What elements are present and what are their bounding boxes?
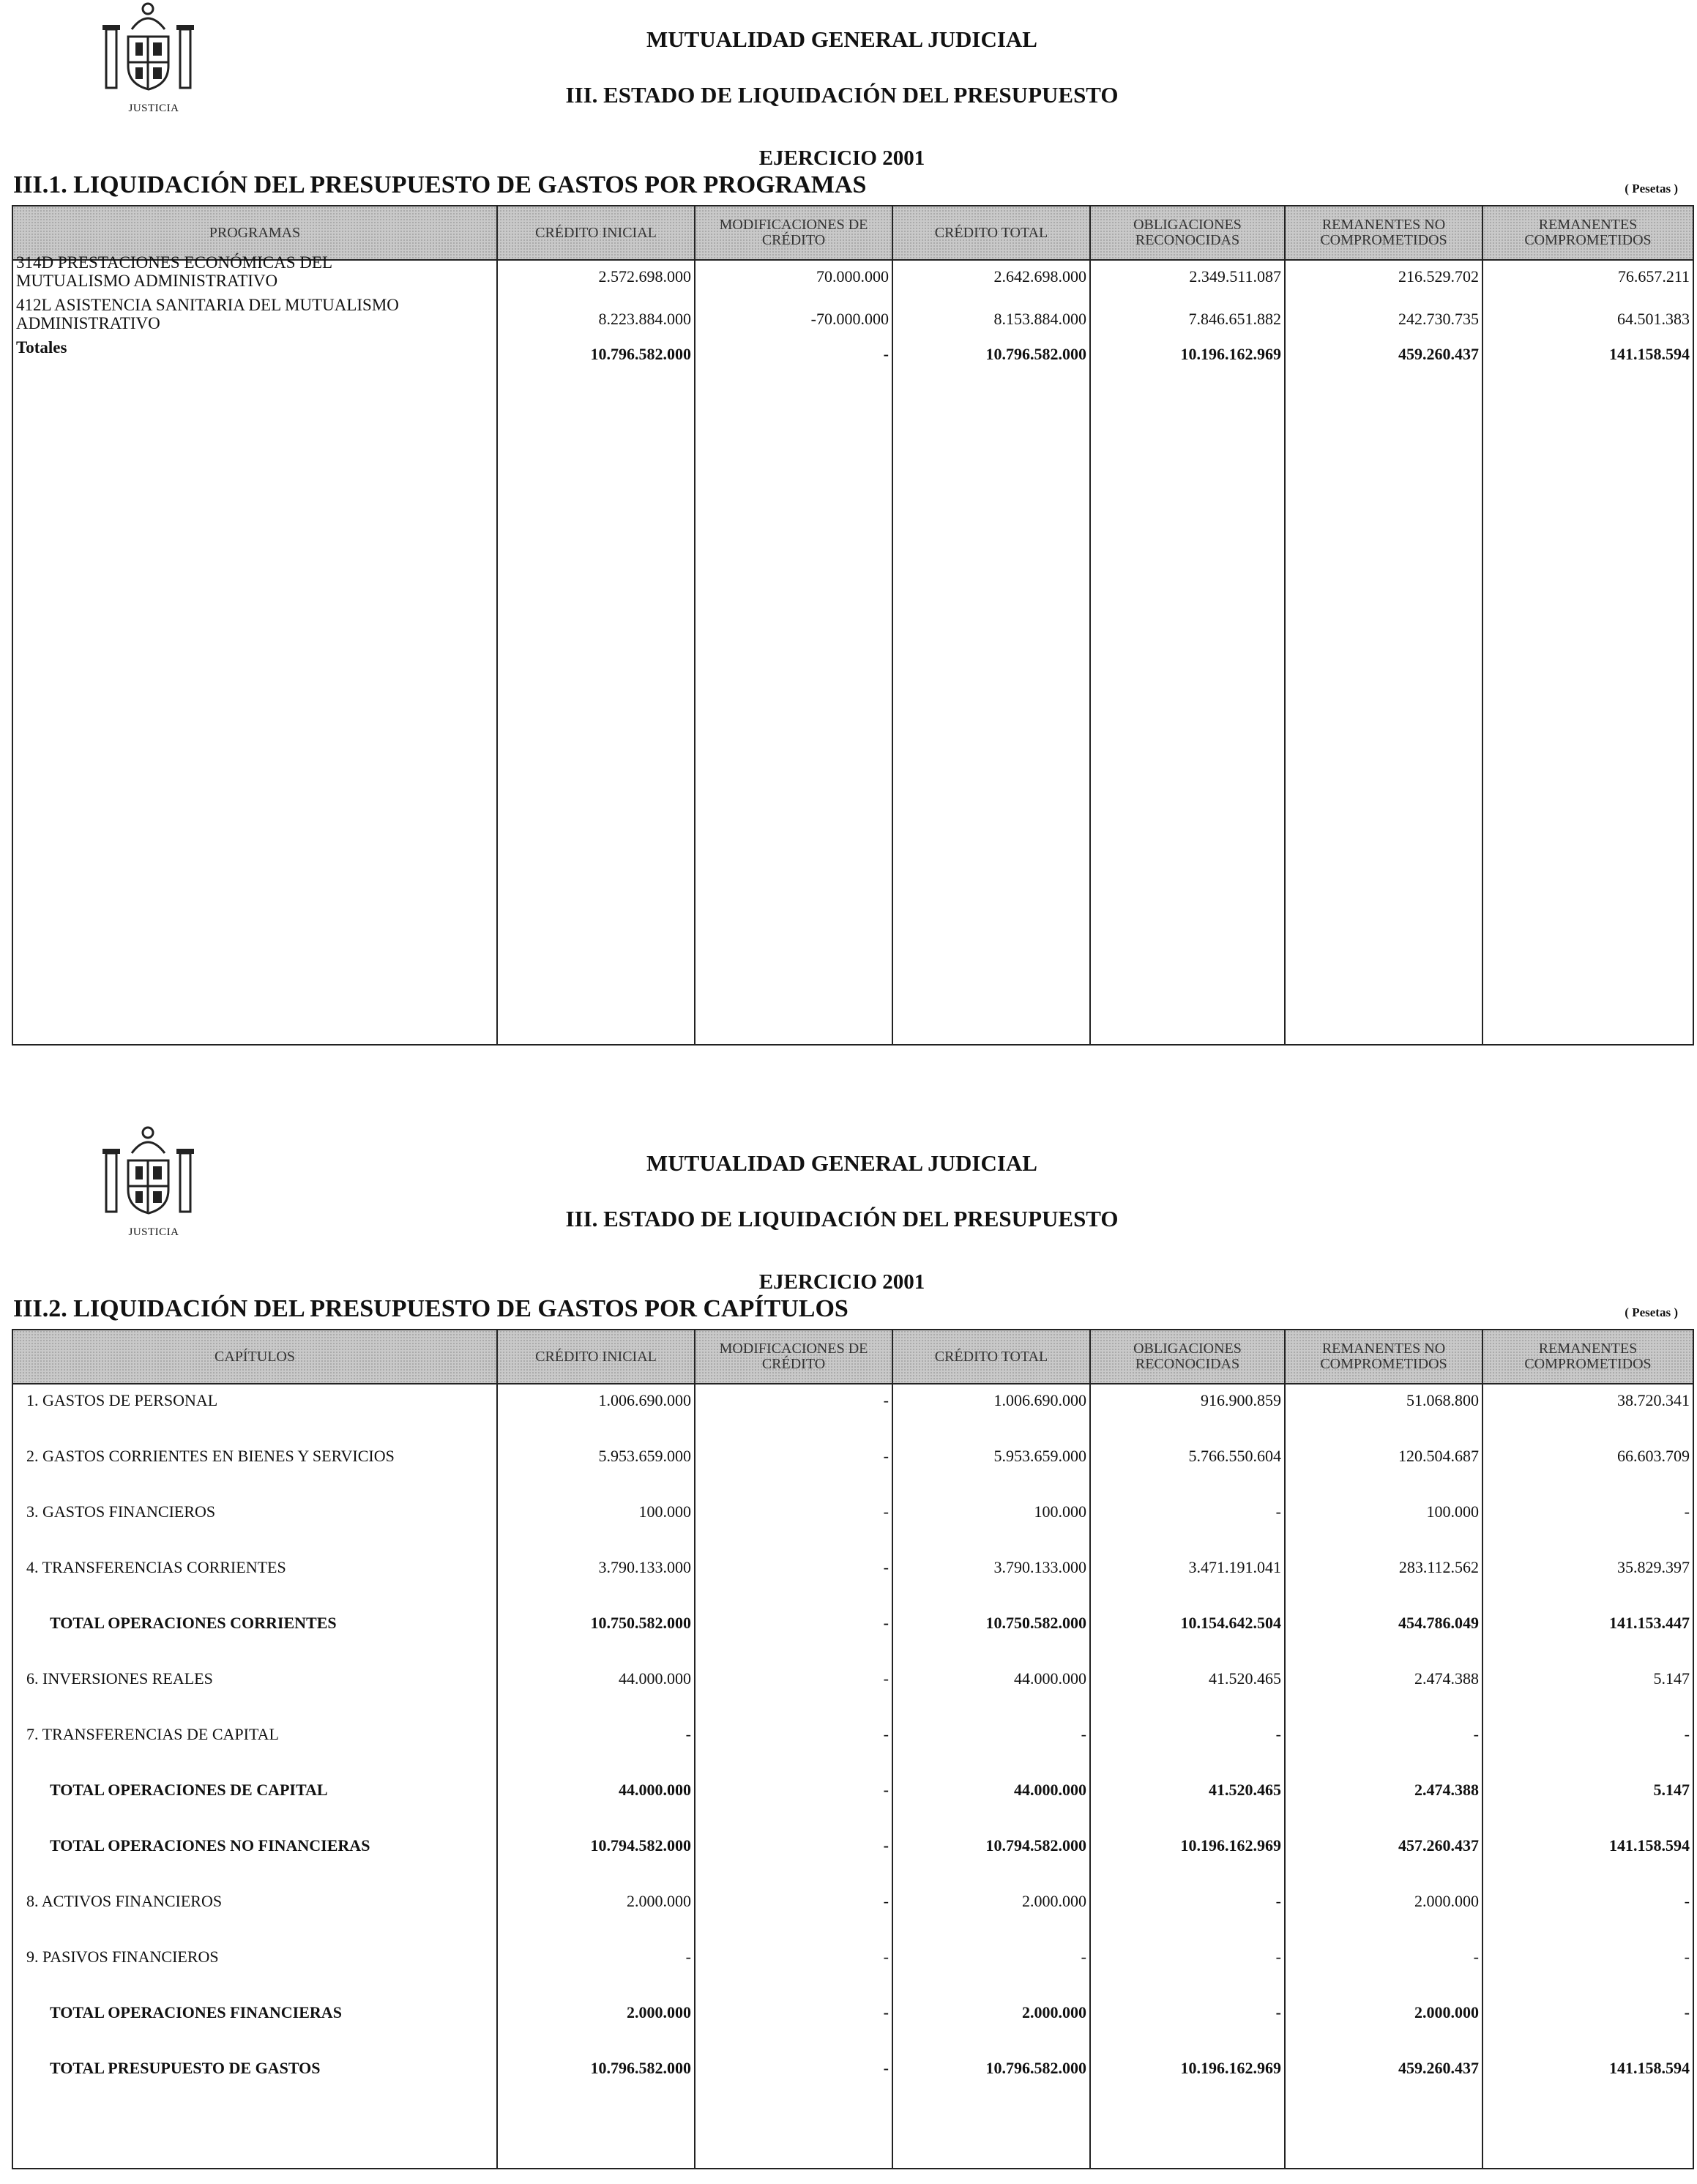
table-cell: 916.900.859 (1201, 1391, 1281, 1409)
table-cell: 2.000.000 (1414, 2003, 1479, 2021)
table-cell: 5.147 (1653, 1669, 1690, 1688)
table-cell: 3.790.133.000 (598, 1558, 691, 1576)
table-cell: 459.260.437 (1398, 2059, 1479, 2077)
table-cell: - (883, 1836, 889, 1855)
row-label: 412L ASISTENCIA SANITARIA DEL MUTUALISMO ADMINISTRATIVO (16, 296, 399, 332)
table-cell: 44.000.000 (619, 1669, 691, 1688)
table-cell: 3.471.191.041 (1188, 1558, 1281, 1576)
table-cell: 41.520.465 (1209, 1781, 1281, 1799)
row-label: TOTAL OPERACIONES DE CAPITAL (50, 1781, 328, 1799)
table-cell: - (883, 1948, 889, 1966)
table-cell: 3.790.133.000 (993, 1558, 1086, 1576)
table-cell: 2.000.000 (1022, 1892, 1086, 1910)
table-cell: 10.196.162.969 (1180, 2059, 1281, 2077)
section-capitulos (0, 1124, 1697, 2178)
capitulos-table (12, 1329, 1694, 2169)
table-cell: 2.000.000 (627, 1892, 691, 1910)
table-cell: - (883, 1781, 889, 1799)
currency-units: ( Pesetas ) (1625, 182, 1678, 195)
table-cell: 1.006.690.000 (598, 1391, 691, 1409)
row-label: TOTAL PRESUPUESTO DE GASTOS (50, 2059, 321, 2077)
table-cell: - (1275, 1725, 1281, 1743)
table-cell: - (1473, 1948, 1479, 1966)
table-cell: 66.603.709 (1617, 1447, 1690, 1465)
table-cell: - (883, 1502, 889, 1521)
table-cell: 10.196.162.969 (1180, 1836, 1281, 1855)
table-cell: - (1081, 1948, 1086, 1966)
table-cell: 10.196.162.969 (1180, 345, 1281, 363)
table-cell: 2.474.388 (1414, 1669, 1479, 1688)
table-cell: 2.572.698.000 (598, 267, 691, 286)
row-label: TOTAL OPERACIONES NO FINANCIERAS (50, 1836, 370, 1855)
table-cell: - (1684, 1725, 1690, 1743)
table-cell: 7.846.651.882 (1188, 310, 1281, 328)
table-cell: 283.112.562 (1398, 1558, 1479, 1576)
col-header: MODIFICACIONES DE CRÉDITO (719, 1341, 868, 1372)
table-cell: - (1684, 2003, 1690, 2021)
col-header-first: PROGRAMAS (209, 224, 301, 241)
table-cell: - (685, 1948, 691, 1966)
table-cell: - (1275, 1892, 1281, 1910)
col-header: REMANENTES NO COMPROMETIDOS (1320, 217, 1447, 248)
row-label: 2. GASTOS CORRIENTES EN BIENES Y SERVICIOS (26, 1447, 395, 1465)
table-cell: 44.000.000 (1014, 1781, 1086, 1799)
table-cell: 2.000.000 (1022, 2003, 1086, 2021)
table-cell: - (1684, 1948, 1690, 1966)
section-title: III.2. LIQUIDACIÓN DEL PRESUPUESTO DE GASTOS POR CAPÍTULOS (13, 1295, 848, 1322)
table-cell: 100.000 (1426, 1502, 1479, 1521)
table-header (13, 206, 1693, 261)
table-cell: - (1473, 1725, 1479, 1743)
table-cell: 242.730.735 (1398, 310, 1479, 328)
table-cell: 454.786.049 (1398, 1614, 1479, 1632)
table-cell: 10.154.642.504 (1180, 1614, 1281, 1632)
section-title: III.1. LIQUIDACIÓN DEL PRESUPUESTO DE GASTOS POR PROGRAMAS (13, 171, 867, 198)
table-cell: 141.158.594 (1609, 345, 1690, 363)
col-header: OBLIGACIONES RECONOCIDAS (1133, 217, 1242, 248)
table-cell: 10.796.582.000 (590, 2059, 691, 2077)
table-cell: 10.794.582.000 (590, 1836, 691, 1855)
table-cell: 41.520.465 (1209, 1669, 1281, 1688)
col-header: CRÉDITO TOTAL (934, 1348, 1048, 1365)
table-cell: - (1684, 1892, 1690, 1910)
document-title: III. ESTADO DE LIQUIDACIÓN DEL PRESUPUESTO (565, 82, 1119, 108)
table-cell: - (883, 1669, 889, 1688)
table-cell: - (1275, 2003, 1281, 2021)
col-header: MODIFICACIONES DE CRÉDITO (719, 217, 868, 248)
table-cell: - (685, 1725, 691, 1743)
fiscal-year: EJERCICIO 2001 (758, 146, 925, 170)
table-cell: - (1275, 1502, 1281, 1521)
col-header: CRÉDITO INICIAL (535, 1348, 657, 1365)
col-header: OBLIGACIONES RECONOCIDAS (1133, 1341, 1242, 1372)
row-label: 6. INVERSIONES REALES (26, 1669, 213, 1688)
table-cell: - (1081, 1725, 1086, 1743)
table-cell: 10.750.582.000 (590, 1614, 691, 1632)
table-cell: 10.794.582.000 (985, 1836, 1086, 1855)
emblem-label: JUSTICIA (128, 103, 179, 114)
table-cell: 457.260.437 (1398, 1836, 1479, 1855)
row-label: 7. TRANSFERENCIAS DE CAPITAL (26, 1725, 279, 1743)
table-cell: 2.349.511.087 (1189, 267, 1281, 286)
col-header: REMANENTES COMPROMETIDOS (1524, 1341, 1652, 1372)
table-cell: 35.829.397 (1617, 1558, 1690, 1576)
row-label: 3. GASTOS FINANCIEROS (26, 1502, 216, 1521)
table-cell: 44.000.000 (1014, 1669, 1086, 1688)
currency-units: ( Pesetas ) (1625, 1305, 1678, 1319)
table-cell: 70.000.000 (816, 267, 889, 286)
table-cell: 10.750.582.000 (985, 1614, 1086, 1632)
table-cell: - (1684, 1502, 1690, 1521)
row-label: 314D PRESTACIONES ECONÓMICAS DEL MUTUALISMO ADMINISTRATIVO (16, 253, 332, 290)
table-cell: 64.501.383 (1617, 310, 1690, 328)
table-cell: 2.000.000 (627, 2003, 691, 2021)
table-cell: 38.720.341 (1617, 1391, 1690, 1409)
table-cell: - (883, 345, 889, 363)
table-cell: 5.953.659.000 (598, 1447, 691, 1465)
table-header (13, 1330, 1693, 1384)
table-cell: 2.474.388 (1414, 1781, 1479, 1799)
table-cell: 2.000.000 (1414, 1892, 1479, 1910)
table-cell: - (883, 1725, 889, 1743)
coat-of-arms-icon (99, 1124, 198, 1223)
table-cell: 76.657.211 (1617, 267, 1690, 286)
table-cell: 10.796.582.000 (985, 345, 1086, 363)
row-label: 9. PASIVOS FINANCIEROS (26, 1948, 219, 1966)
col-header: CRÉDITO TOTAL (934, 224, 1048, 241)
table-cell: - (883, 1447, 889, 1465)
table-cell: - (883, 1391, 889, 1409)
col-header: CRÉDITO INICIAL (535, 224, 657, 241)
table-cell: - (1275, 1948, 1281, 1966)
programas-table (12, 205, 1694, 1046)
table-cell: 100.000 (638, 1502, 691, 1521)
table-cell: -70.000.000 (810, 310, 889, 328)
table-cell: 10.796.582.000 (985, 2059, 1086, 2077)
table-cell: - (883, 2059, 889, 2077)
table-cell: - (883, 1558, 889, 1576)
table-cell: 459.260.437 (1398, 345, 1479, 363)
table-cell: 1.006.690.000 (993, 1391, 1086, 1409)
fiscal-year: EJERCICIO 2001 (758, 1270, 925, 1294)
section-programas (0, 0, 1697, 1054)
row-label: 1. GASTOS DE PERSONAL (26, 1391, 218, 1409)
coat-of-arms-icon (99, 0, 198, 99)
col-header: REMANENTES COMPROMETIDOS (1524, 217, 1652, 248)
table-cell: 141.158.594 (1609, 1836, 1690, 1855)
table-cell: 44.000.000 (619, 1781, 691, 1799)
table-cell: 5.953.659.000 (993, 1447, 1086, 1465)
table-cell: 141.153.447 (1609, 1614, 1690, 1632)
table-cell: 5.147 (1653, 1781, 1690, 1799)
row-label: TOTAL OPERACIONES FINANCIERAS (50, 2003, 342, 2021)
table-cell: 120.504.687 (1398, 1447, 1479, 1465)
table-cell: - (883, 2003, 889, 2021)
col-header: REMANENTES NO COMPROMETIDOS (1320, 1341, 1447, 1372)
organization-title: MUTUALIDAD GENERAL JUDICIAL (646, 1150, 1037, 1176)
table-cell: 141.158.594 (1609, 2059, 1690, 2077)
col-header-first: CAPÍTULOS (214, 1348, 295, 1365)
table-cell: 5.766.550.604 (1188, 1447, 1281, 1465)
organization-title: MUTUALIDAD GENERAL JUDICIAL (646, 26, 1037, 52)
row-label: Totales (16, 338, 67, 357)
table-cell: 10.796.582.000 (590, 345, 691, 363)
table-cell: - (883, 1892, 889, 1910)
table-cell: 8.223.884.000 (598, 310, 691, 328)
table-cell: 100.000 (1034, 1502, 1086, 1521)
table-cell: 2.642.698.000 (993, 267, 1086, 286)
row-label: TOTAL OPERACIONES CORRIENTES (50, 1614, 337, 1632)
table-cell: 216.529.702 (1398, 267, 1479, 286)
table-cell: 51.068.800 (1406, 1391, 1479, 1409)
table-cell: 8.153.884.000 (993, 310, 1086, 328)
table-cell: - (883, 1614, 889, 1632)
row-label: 4. TRANSFERENCIAS CORRIENTES (26, 1558, 286, 1576)
document-title: III. ESTADO DE LIQUIDACIÓN DEL PRESUPUESTO (565, 1206, 1119, 1231)
emblem-label: JUSTICIA (128, 1226, 179, 1238)
row-label: 8. ACTIVOS FINANCIEROS (26, 1892, 223, 1910)
